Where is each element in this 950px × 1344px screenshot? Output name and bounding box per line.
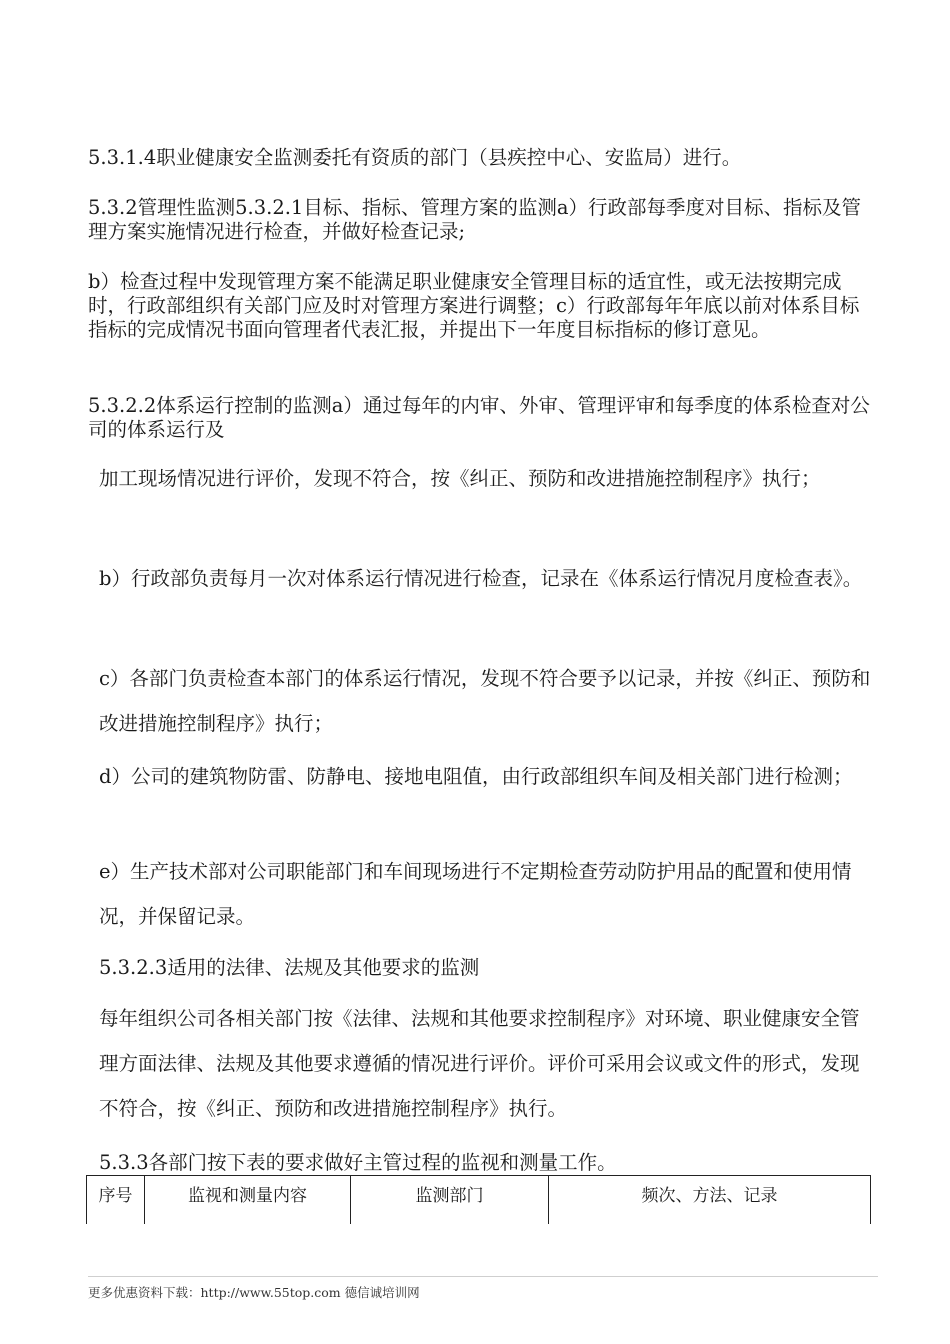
header-monitoring-content: 监视和测量内容 bbox=[145, 1176, 351, 1211]
monitoring-table bbox=[86, 1175, 871, 1224]
table-header-row bbox=[87, 1176, 871, 1211]
paragraph-5-3-3: 5.3.3各部门按下表的要求做好主管过程的监视和测量工作。 bbox=[99, 1151, 617, 1174]
paragraph-5-3-2: 5.3.2管理性监测5.3.2.1目标、指标、管理方案的监测a）行政部每季度对目标、指标及管理方案实施情况进行检查，并做好检查记录; bbox=[88, 196, 861, 243]
page-footer: 更多优惠资料下载：http://www.55top.com 德信诚培训网 bbox=[88, 1276, 878, 1301]
paragraph-item-b: b）行政部负责每月一次对体系运行情况进行检查，记录在《体系运行情况月度检查表》。 bbox=[99, 567, 863, 590]
header-monitoring-department: 监测部门 bbox=[351, 1176, 549, 1211]
paragraph-item-e: e）生产技术部对公司职能部门和车间现场进行不定期检查劳动防护用品的配置和使用情况，并保留记录。 bbox=[99, 860, 852, 928]
paragraph-5-3-2-2: 5.3.2.2体系运行控制的监测a）通过每年的内审、外审、管理评审和每季度的体系检查对公司的体系运行及 bbox=[88, 394, 870, 441]
header-frequency-method-record: 频次、方法、记录 bbox=[549, 1176, 871, 1211]
paragraph-item-d: d）公司的建筑物防雷、防静电、接地电阻值，由行政部组织车间及相关部门进行检测； bbox=[99, 765, 853, 788]
table-row bbox=[87, 1210, 871, 1224]
paragraph-5-3-1-4: 5.3.1.4职业健康安全监测委托有资质的部门（县疾控中心、安监局）进行。 bbox=[88, 146, 742, 169]
paragraph-b-c: b）检查过程中发现管理方案不能满足职业健康安全管理目标的适宜性，或无法按期完成时，行政部组织有关部门应及时对管理方案进行调整；c）行政部每年年底以前对体系目标指标的完成情况书面向管理者代表汇报，并提出下一年度目标指标的修订意见。 bbox=[88, 270, 860, 341]
paragraph-laws-evaluation: 每年组织公司各相关部门按《法律、法规和其他要求控制程序》对环境、职业健康安全管理方面法律、法规及其他要求遵循的情况进行评价。评价可采用会议或文件的形式，发现不符合，按《纠正、预防和改进措施控制程序》执行。 bbox=[99, 1007, 860, 1120]
header-serial-number: 序号 bbox=[87, 1176, 145, 1211]
paragraph-5-3-2-3: 5.3.2.3适用的法律、法规及其他要求的监测 bbox=[99, 956, 480, 979]
paragraph-item-c: c）各部门负责检查本部门的体系运行情况，发现不符合要予以记录，并按《纠正、预防和改进措施控制程序》执行； bbox=[99, 667, 871, 735]
paragraph-evaluation: 加工现场情况进行评价，发现不符合，按《纠正、预防和改进措施控制程序》执行； bbox=[99, 467, 821, 490]
